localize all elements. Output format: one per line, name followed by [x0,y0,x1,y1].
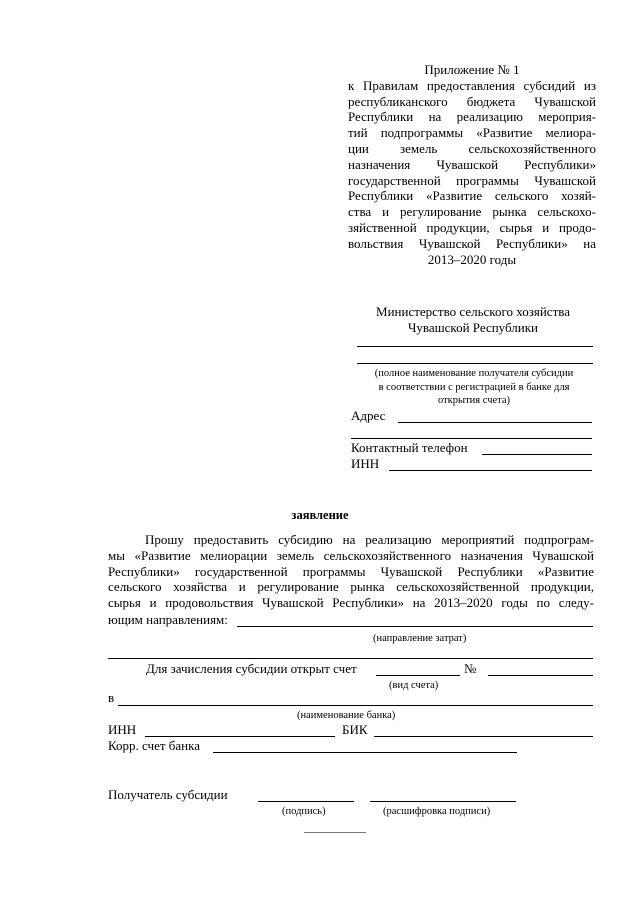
note-line: в соответствии с регистрацией в банке для [378,381,570,393]
appendix-line: Республики на реализацию мероприя- [348,109,596,125]
bank-prefix: в [108,690,115,705]
appendix-text [348,78,596,252]
paragraph-line: мы «Развитие мелиорации земель сельскохозяйственного назначения Чувашской [108,547,594,563]
document-title: заявление [291,508,349,522]
direction-field-2[interactable] [108,658,593,659]
appendix-line: Республики «Развитие сельского хозяй- [348,188,596,204]
request-paragraph [108,532,594,611]
bank-inn-field[interactable] [145,736,335,737]
number-sign: № [464,661,477,676]
inn-label: ИНН [351,456,380,471]
bank-name-field[interactable] [118,705,593,706]
note-line: (полное наименование получателя субсидии [374,368,574,379]
appendix-line: тий подпрограммы «Развитие мелиора- [348,125,596,141]
appendix-block [348,62,596,267]
address-field-2[interactable] [351,438,592,439]
recipient-signature-label: Получатель субсидии [108,787,228,802]
paragraph-line: сырья и продовольствия Чувашской Республики» на 2013–2020 годы по следу- [108,595,594,611]
bik-label: БИК [342,722,368,737]
footnote-divider [304,832,366,833]
account-type-caption: (вид счета) [389,680,439,691]
appendix-line: вольствия Чувашской Республики» на [348,235,596,251]
signature-field[interactable] [258,801,354,802]
appendix-line: к Правилам предоставления субсидий из [348,77,596,93]
appendix-line: зяйственной продукции, сырья и продо- [348,219,596,235]
address-field[interactable] [398,422,592,423]
bank-inn-label: ИНН [108,722,137,737]
appendix-line: ства и регулирование рынка сельскохо- [348,204,596,220]
recipient-name-field-2[interactable] [357,363,593,364]
signature-caption: (подпись) [282,806,326,817]
account-label: Для зачисления субсидии открыт счет [146,661,357,676]
phone-field[interactable] [482,454,592,455]
decode-caption: (расшифровка подписи) [383,806,491,817]
appendix-line: республиканского бюджета Чувашской [348,93,596,109]
paragraph-line: Республики» государственной программы Чувашской Республики «Развитие [108,563,594,579]
recipient-name-field[interactable] [357,346,593,347]
appendix-line: назначения Чувашской Республики» [348,156,596,172]
corr-account-label: Корр. счет банка [108,738,201,753]
recipient-note [352,367,596,408]
signature-decode-field[interactable] [370,801,516,802]
ministry-line: Чувашской Республики [407,320,539,335]
account-type-field[interactable] [376,675,460,676]
ministry-line: Министерство сельского хозяйства [376,304,570,319]
bik-field[interactable] [374,736,593,737]
appendix-number: Приложение № 1 [424,62,520,77]
note-line: открытия счета) [437,395,511,406]
phone-label: Контактный телефон [351,440,468,455]
appendix-years: 2013–2020 годы [427,251,517,267]
account-number-field[interactable] [488,675,593,676]
direction-caption: (направление затрат) [373,633,467,644]
bank-caption: (наименование банка) [297,710,396,721]
paragraph-line: сельского хозяйства и регулирование рынка сельскохозяйственной продукции, [108,579,594,595]
direction-field[interactable] [237,626,593,627]
directions-label: ющим направлениям: [108,612,228,627]
corr-account-field[interactable] [213,752,517,753]
address-label: Адрес [351,408,386,423]
ministry-name [350,304,596,336]
appendix-line: государственной программы Чувашской [348,172,596,188]
appendix-line: ции земель сельскохозяйственного [348,140,596,156]
inn-field[interactable] [389,470,592,471]
paragraph-line: Прошу предоставить субсидию на реализацию мероприятий подпрограм- [145,532,594,547]
